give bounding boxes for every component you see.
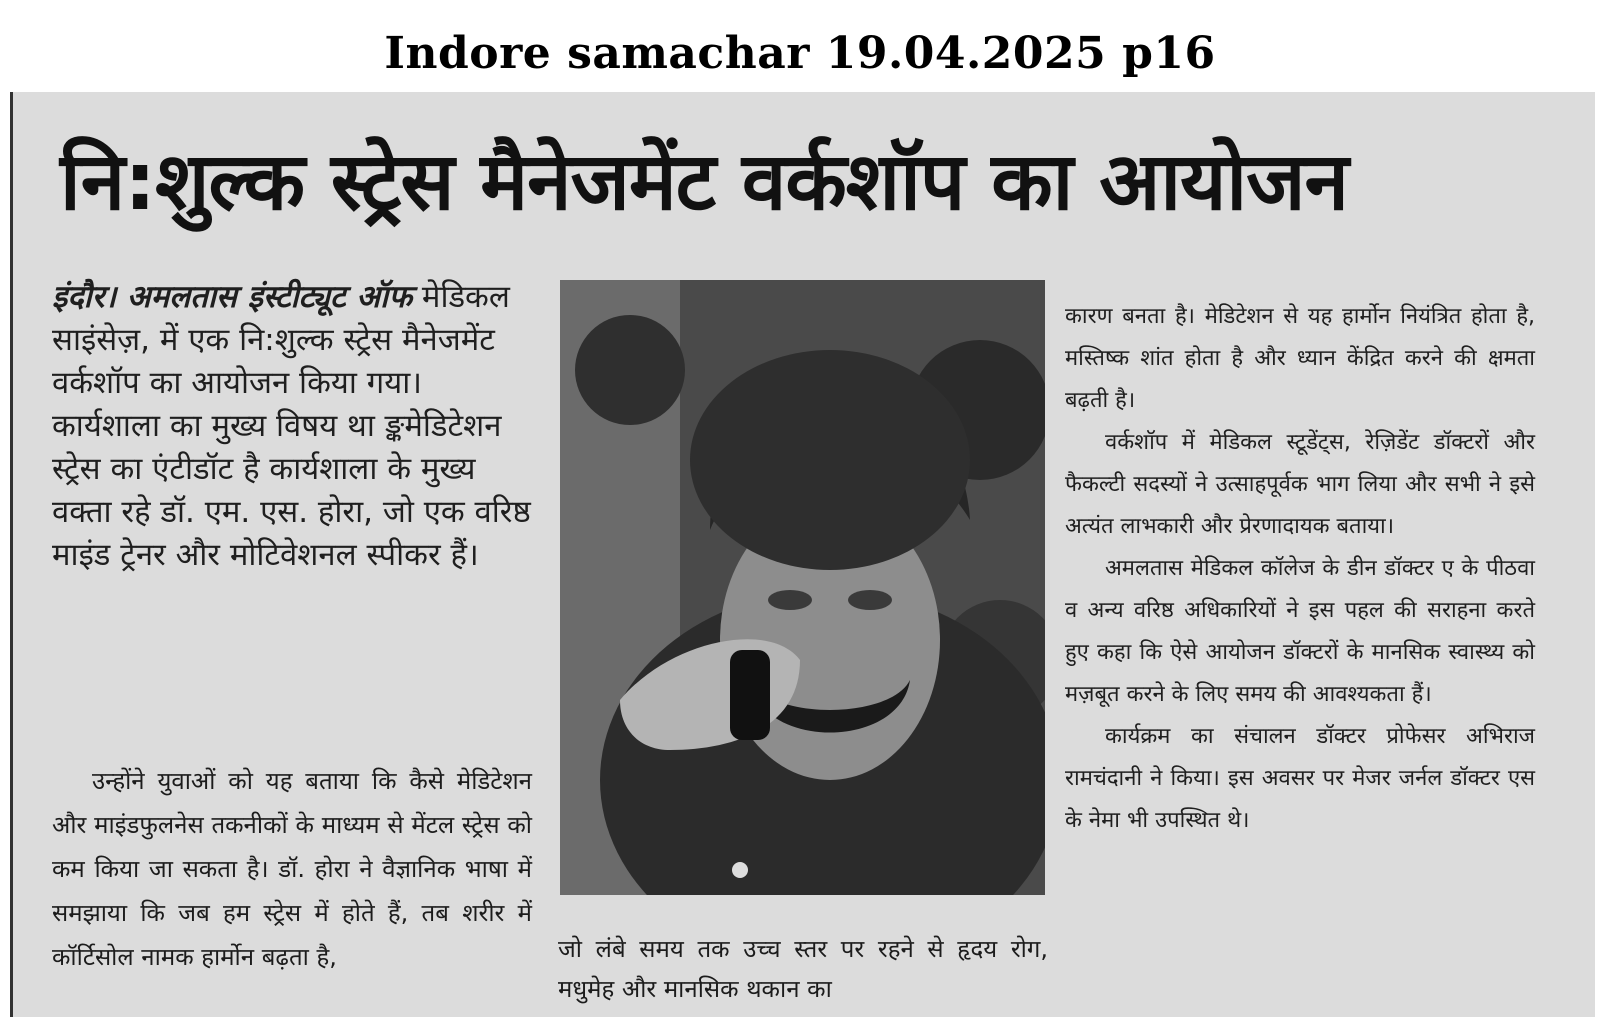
right-paragraph-4: कार्यक्रम का संचालन डॉक्टर प्रोफेसर अभिराज रामचंदानी ने किया। इस अवसर पर मेजर जर्नल डॉक्टर एस के नेमा भी उपस्थित थे। [1065, 724, 1535, 833]
speaker-photo-illustration [560, 280, 1045, 895]
lead-body: मेडिकल साइंसेज़, में एक नि:शुल्क स्ट्रेस मैनेजमेंट वर्कशॉप का आयोजन किया गया। कार्यशाला का मुख्य विषय था ङ्कमेडिटेशन स्ट्रेस का एंटीडॉट है कार्यशाला के मुख्य वक्ता रहे डॉ. एम. एस. होरा, जो एक वरिष्ठ माइंड ट्रेनर और मोटिवेशनल स्पीकर हैं। [52, 279, 531, 573]
left-column [52, 276, 532, 577]
photo-caption-text: जो लंबे समय तक उच्च स्तर पर रहने से हृदय रोग, मधुमेह और मानसिक थकान का [558, 935, 1048, 1003]
right-paragraph-2: वर्कशॉप में मेडिकल स्टूडेंट्स, रेज़िडेंट डॉक्टरों और फैकल्टी सदस्यों ने उत्साहपूर्वक भाग लिया और सभी ने इसे अत्यंत लाभकारी और प्रेरणादायक बताया। [1065, 430, 1535, 539]
clipping-caption: Indore samachar 19.04.2025 p16 [384, 28, 1216, 79]
right-column [1065, 296, 1535, 842]
left-paragraph-2: उन्होंने युवाओं को यह बताया कि कैसे मेडिटेशन और माइंडफुलनेस तकनीकों के माध्यम से मेंटल स्ट्रेस को कम किया जा सकता है। डॉ. होरा ने वैज्ञानिक भाषा में समझाया कि जब हम स्ट्रेस में होते हैं, तब शरीर में कॉर्टिसोल नामक हार्मोन बढ़ता है, [52, 767, 532, 971]
article-headline: नि:शुल्क स्ट्रेस मैनेजमेंट वर्कशॉप का आयोजन [60, 135, 1348, 228]
clipping-edge [10, 92, 13, 1017]
lead-paragraph [52, 276, 532, 577]
dateline: इंदौर। अमलतास इंस्टीट्यूट ऑफ [52, 279, 413, 315]
right-paragraph-3: अमलतास मेडिकल कॉलेज के डीन डॉक्टर ए के पीठवा व अन्य वरिष्ठ अधिकारियों ने इस पहल की सराहना करते हुए कहा कि ऐसे आयोजन डॉक्टरों के मानसिक स्वास्थ्य को मज़बूत करने के लिए समय की आवश्यकता हैं। [1065, 556, 1535, 707]
right-paragraph-1: कारण बनता है। मेडिटेशन से यह हार्मोन नियंत्रित होता है, मस्तिष्क शांत होता है और ध्यान केंद्रित करने की क्षमता बढ़ती है। [1065, 304, 1535, 413]
speaker-photo [560, 280, 1045, 895]
